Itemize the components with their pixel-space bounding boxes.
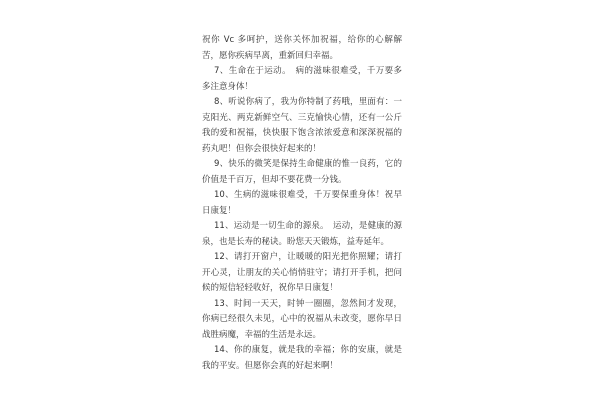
- paragraph-7: 7、生命在于运动。 病的滋味很难受，千万要多多注意身体！: [202, 66, 402, 92]
- paragraph-10: 10、生病的滋味很难受，千万要保重身体！祝早日康复！: [202, 190, 402, 216]
- document-body: [202, 33, 402, 374]
- paragraph-14: 14、你的康复，就是我的幸福；你的安康，就是我的平安。但愿你会真的好起来啊！: [202, 345, 402, 371]
- paragraph-11: 11、运动是一切生命的源泉。 运动，是健康的源泉，也是长寿的秘诀。盼您天天锻炼，益寿延年。: [202, 221, 402, 247]
- paragraph-9: 9、快乐的微笑是保持生命健康的惟一良药，它的价值是千百万，但却不要花费一分钱。: [202, 159, 402, 185]
- paragraph-8: 8、听说你病了，我为你特制了药哦，里面有：一克阳光、两克新鲜空气、三克愉快心情，还有一公斤我的爱和祝福，快快服下饱含浓浓爱意和深深祝福的药丸吧！但你会很快好起来的！: [202, 97, 402, 154]
- paragraph-6-continuation: 祝你 Vc 多呵护，送你关怀加祝福，给你的心解解苦，愿你疾病早离，重新回归幸福。: [202, 35, 402, 61]
- paragraph-13: 13、时间一天天，时钟一圈圈，忽然间才发现，你病已经很久未见，心中的祝福从未改变，愿你早日战胜病魔，幸福的生活是永远。: [202, 298, 402, 340]
- paragraph-12: 12、请打开窗户，让暖暖的阳光把你照耀；请打开心灵，让朋友的关心悄悄驻守；请打开手机，把问候的短信轻轻收好，祝你早日康复！: [202, 252, 402, 293]
